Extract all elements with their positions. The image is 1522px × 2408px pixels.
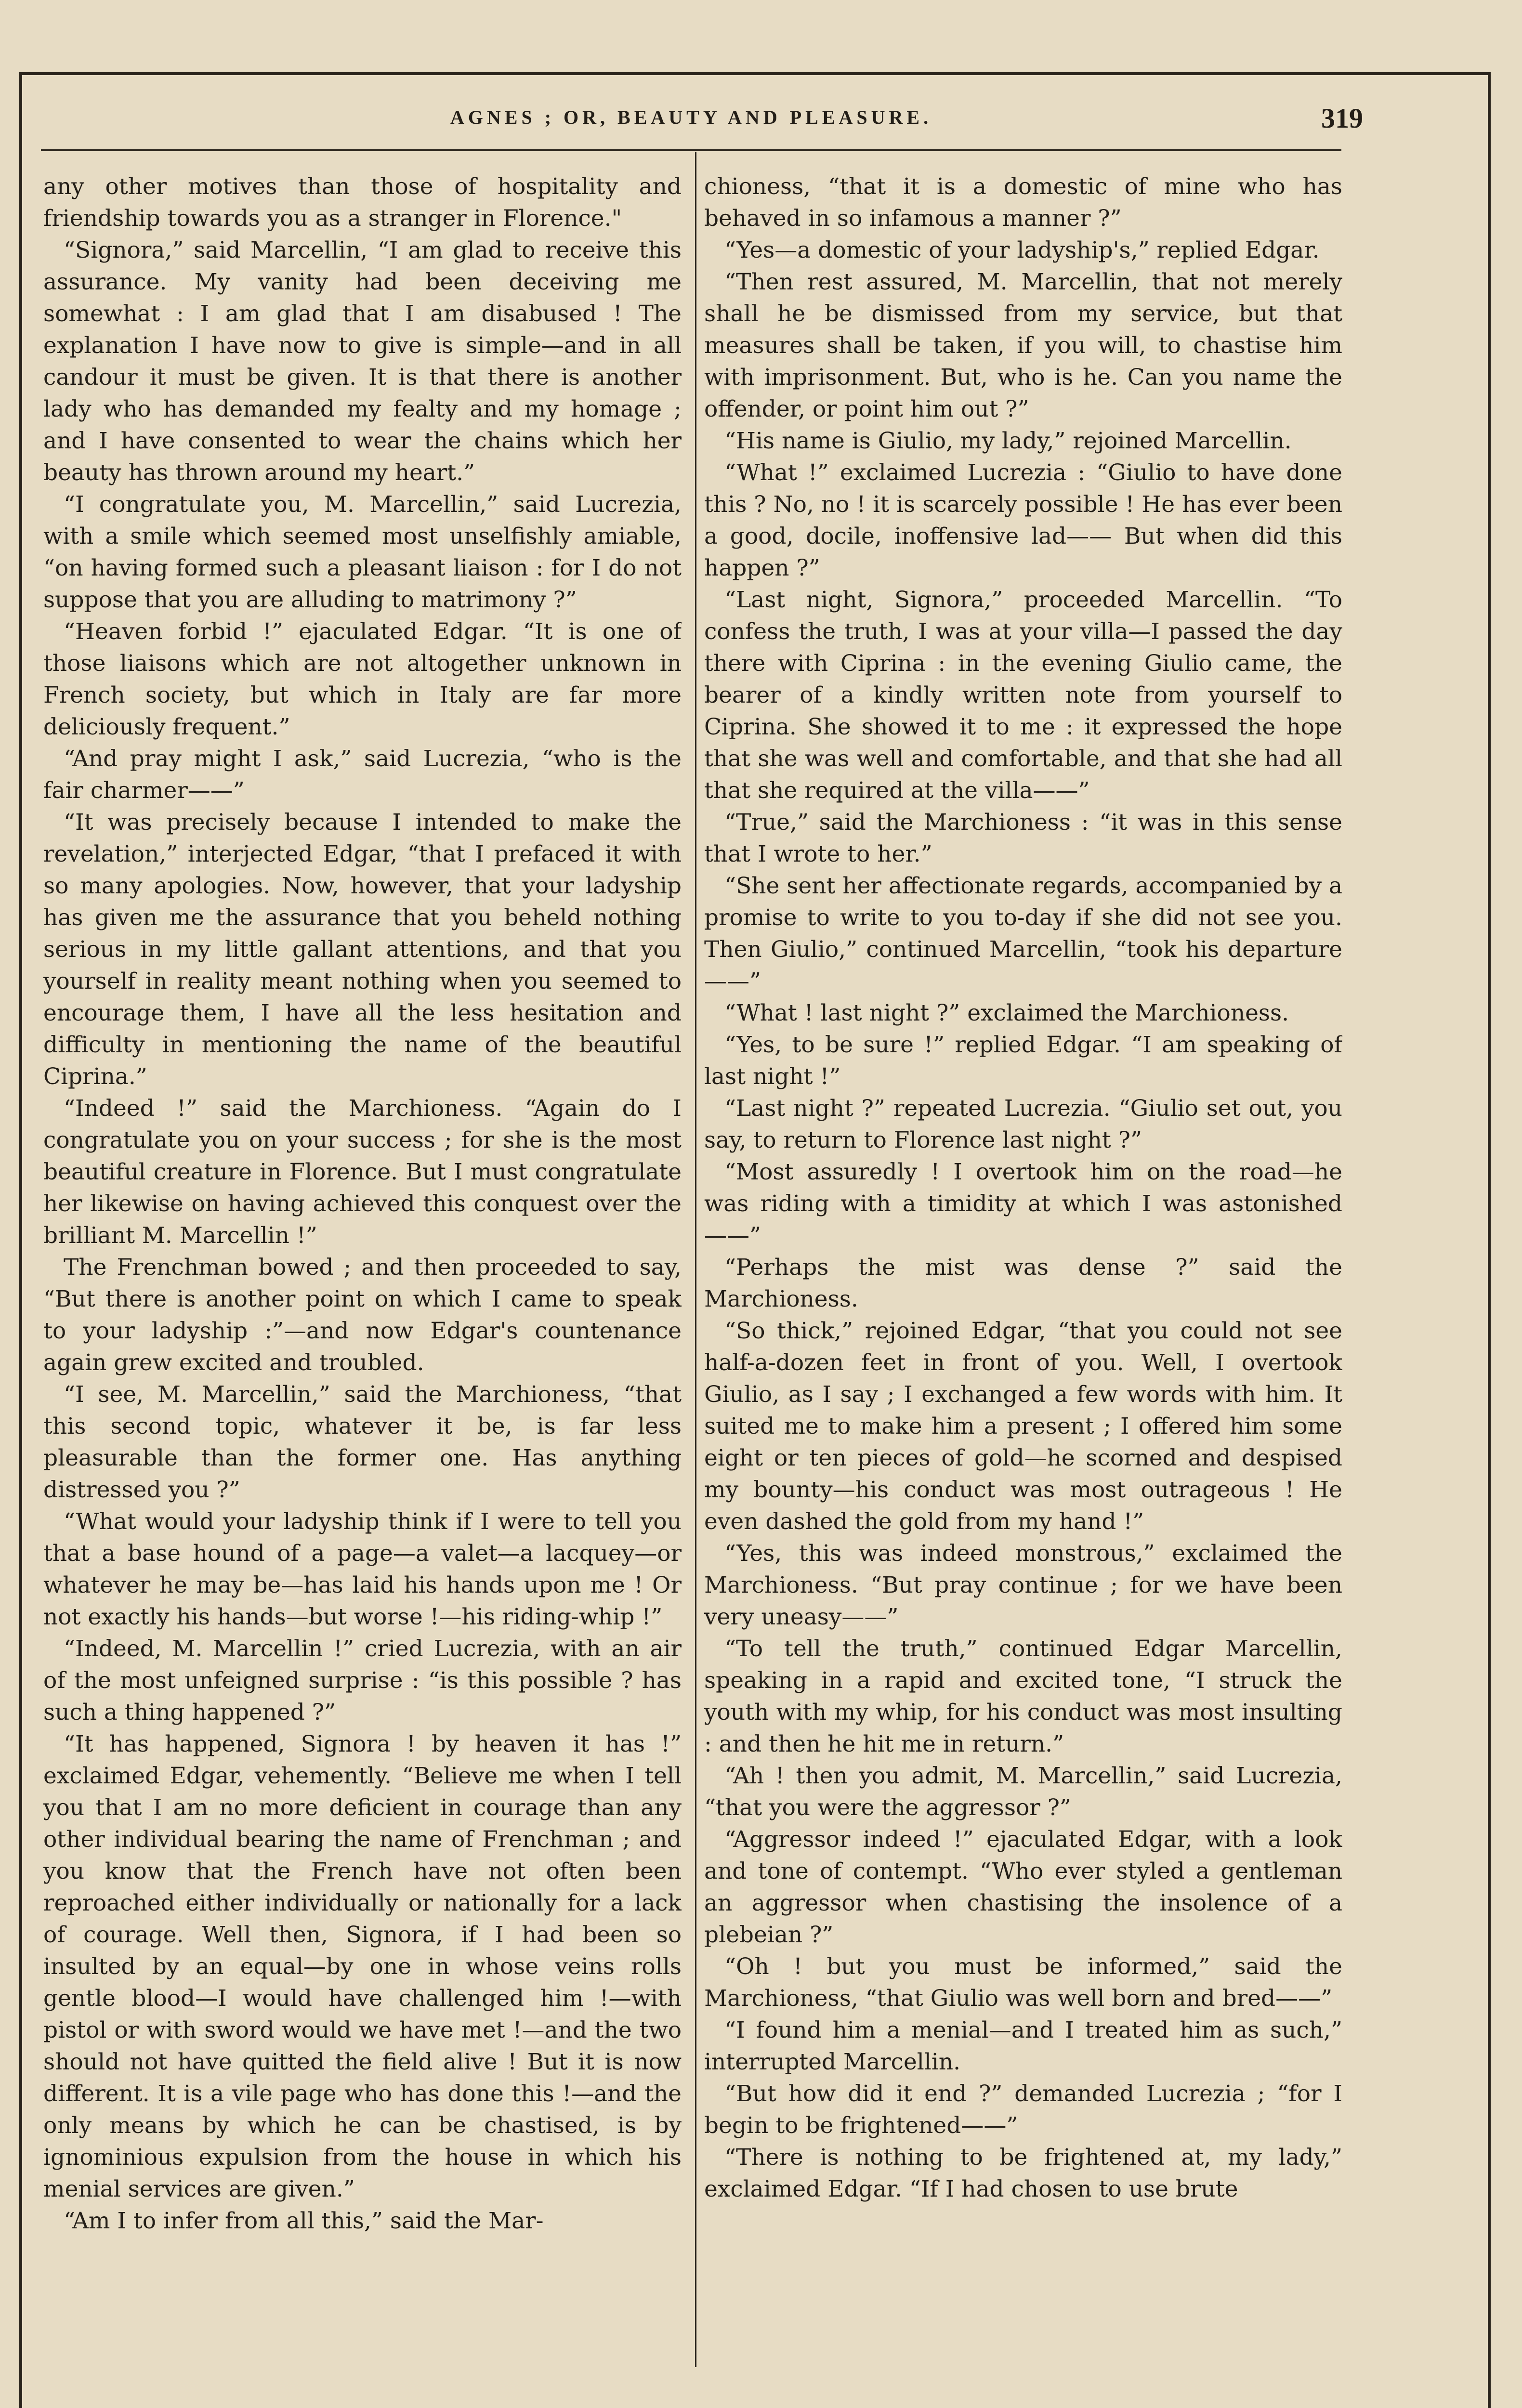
- paragraph: “What ! last night ?” exclaimed the Marchioness.: [724, 1000, 1289, 1026]
- paragraph: “I found him a menial—and I treated him as such,” interrupted Marcellin.: [704, 2017, 1342, 2075]
- header-rule: [41, 149, 1341, 151]
- paragraph: “Then rest assured, M. Marcellin, that not merely shall he be dismissed from my service, but that measures shall be taken, if you will, to chastise him with imprisonment. But, who is he. Can you name the offender, or point him out ?”: [704, 269, 1342, 422]
- paragraph: “Most assuredly ! I overtook him on the road—he was riding with a timidity at which I was astonished——”: [704, 1159, 1342, 1249]
- paragraph: “Yes, to be sure !” replied Edgar. “I am speaking of last night !”: [704, 1032, 1342, 1090]
- paragraph: “There is nothing to be frightened at, my lady,” exclaimed Edgar. “If I had chosen to use brute: [704, 2144, 1342, 2202]
- paragraph: any other motives than those of hospitality and friendship towards you as a stranger in Florence.": [43, 173, 682, 232]
- paragraph: “True,” said the Marchioness : “it was in this sense that I wrote to her.”: [704, 809, 1342, 867]
- paragraph: “Indeed !” said the Marchioness. “Again do I congratulate you on your success ; for she is the most beautiful creature in Florence. But I must congratulate her likewise on having achieved this conquest over the brilliant M. Marcellin !”: [43, 1095, 682, 1249]
- paragraph: “Yes, this was indeed monstrous,” exclaimed the Marchioness. “But pray continue ; for we have been very uneasy——”: [704, 1540, 1342, 1630]
- paragraph: chioness, “that it is a domestic of mine who has behaved in so infamous a manner ?”: [704, 173, 1342, 232]
- paragraph: “To tell the truth,” continued Edgar Marcellin, speaking in a rapid and excited tone, “I struck the youth with my whip, for his conduct was most insulting : and then he hit me in return.”: [704, 1636, 1342, 1757]
- paragraph: “Oh ! but you must be informed,” said the Marchioness, “that Giulio was well born and bred——”: [704, 1953, 1342, 2012]
- paragraph: The Frenchman bowed ; and then proceeded to say, “But there is another point on which I came to speak to your ladyship :”—and now Edgar's countenance again grew excited and troubled.: [43, 1254, 682, 1376]
- paragraph: “What !” exclaimed Lucrezia : “Giulio to have done this ? No, no ! it is scarcely possible ! He has ever been a good, docile, inoffensive lad—— But when did this happen ?”: [704, 459, 1342, 581]
- paragraph: “And pray might I ask,” said Lucrezia, “who is the fair charmer——”: [43, 746, 682, 804]
- paragraph: “She sent her affectionate regards, accompanied by a promise to write to you to-day if she did not see you. Then Giulio,” continued Marcellin, “took his departure——”: [704, 873, 1342, 995]
- paragraph: “His name is Giulio, my lady,” rejoined Marcellin.: [724, 428, 1292, 454]
- paragraph: “Am I to infer from all this,” said the Mar-: [64, 2208, 544, 2234]
- paragraph: “It was precisely because I intended to make the revelation,” interjected Edgar, “that I prefaced it with so many apologies. Now, however, that your ladyship has given me the assurance that you beheld nothing serious in my little gallant attentions, and that you yourself in reality meant nothing when you seemed to encourage them, I have all the less hesitation and difficulty in mentioning the name of the beautiful Ciprina.”: [43, 809, 682, 1090]
- column-divider: [695, 152, 696, 2367]
- paragraph: “I see, M. Marcellin,” said the Marchioness, “that this second topic, whatever it be, is far less pleasurable than the former one. Has anything distressed you ?”: [43, 1381, 682, 1503]
- page-number: 319: [1321, 103, 1363, 134]
- paragraph: “What would your ladyship think if I were to tell you that a base hound of a page—a valet—a lacquey—or whatever he may be—has laid his hands upon me ! Or not exactly his hands—but worse !—his riding-whip !”: [43, 1508, 682, 1630]
- paragraph: “Last night, Signora,” proceeded Marcellin. “To confess the truth, I was at your villa—I passed the day there with Ciprina : in the evening Giulio came, the bearer of a kindly written note from yourself to Ciprina. She showed it to me : it expressed the hope that she was well and comfortable, and that she had all that she required at the villa——”: [704, 587, 1342, 804]
- paragraph: “But how did it end ?” demanded Lucrezia ; “for I begin to be frightened——”: [704, 2081, 1342, 2139]
- running-head: AGNES ; OR, BEAUTY AND PLEASURE.: [450, 106, 932, 128]
- paragraph: “Heaven forbid !” ejaculated Edgar. “It is one of those liaisons which are not altogether unknown in French society, but which in Italy are far more deliciously frequent.”: [43, 618, 682, 740]
- paragraph: “Perhaps the mist was dense ?” said the Marchioness.: [704, 1254, 1342, 1312]
- paragraph: “Last night ?” repeated Lucrezia. “Giulio set out, you say, to return to Florence last night ?”: [704, 1095, 1342, 1153]
- left-column: [43, 171, 682, 2386]
- paragraph: “So thick,” rejoined Edgar, “that you could not see half-a-dozen feet in front of you. Well, I overtook Giulio, as I say ; I exchanged a few words with him. It suited me to make him a present ; I offered him some eight or ten pieces of gold—he scorned and despised my bounty—his conduct was most outrageous ! He even dashed the gold from my hand !”: [704, 1318, 1342, 1535]
- page-header: [41, 103, 1363, 144]
- paragraph: “It has happened, Signora ! by heaven it has !” exclaimed Edgar, vehemently. “Believe me when I tell you that I am no more deficient in courage than any other individual bearing the name of Frenchman ; and you know that the French have not often been reproached either individually or nationally for a lack of courage. Well then, Signora, if I had been so insulted by an equal—by one in whose veins rolls gentle blood—I would have challenged him !—with pistol or with sword would we have met !—and the two should not have quitted the field alive ! But it is now different. It is a vile page who has done this !—and the only means by which he can be chastised, is by ignominious expulsion from the house in which his menial services are given.”: [43, 1731, 682, 2202]
- paragraph: “Ah ! then you admit, M. Marcellin,” said Lucrezia, “that you were the aggressor ?”: [704, 1763, 1342, 1821]
- paragraph: “Yes—a domestic of your ladyship's,” replied Edgar.: [724, 237, 1320, 263]
- paragraph: “I congratulate you, M. Marcellin,” said Lucrezia, with a smile which seemed most unselfishly amiable, “on having formed such a pleasant liaison : for I do not suppose that you are alluding to matrimony ?”: [43, 491, 682, 613]
- paragraph: “Signora,” said Marcellin, “I am glad to receive this assurance. My vanity had been deceiving me somewhat : I am glad that I am disabused ! The explanation I have now to give is simple—and in all candour it must be given. It is that there is another lady who has demanded my fealty and my homage ; and I have consented to wear the chains which her beauty has thrown around my heart.”: [43, 237, 682, 486]
- right-column: [704, 171, 1342, 2386]
- paragraph: “Aggressor indeed !” ejaculated Edgar, with a look and tone of contempt. “Who ever styled a gentleman an aggressor when chastising the insolence of a plebeian ?”: [704, 1826, 1342, 1948]
- paragraph: “Indeed, M. Marcellin !” cried Lucrezia, with an air of the most unfeigned surprise : “is this possible ? has such a thing happened ?”: [43, 1636, 682, 1726]
